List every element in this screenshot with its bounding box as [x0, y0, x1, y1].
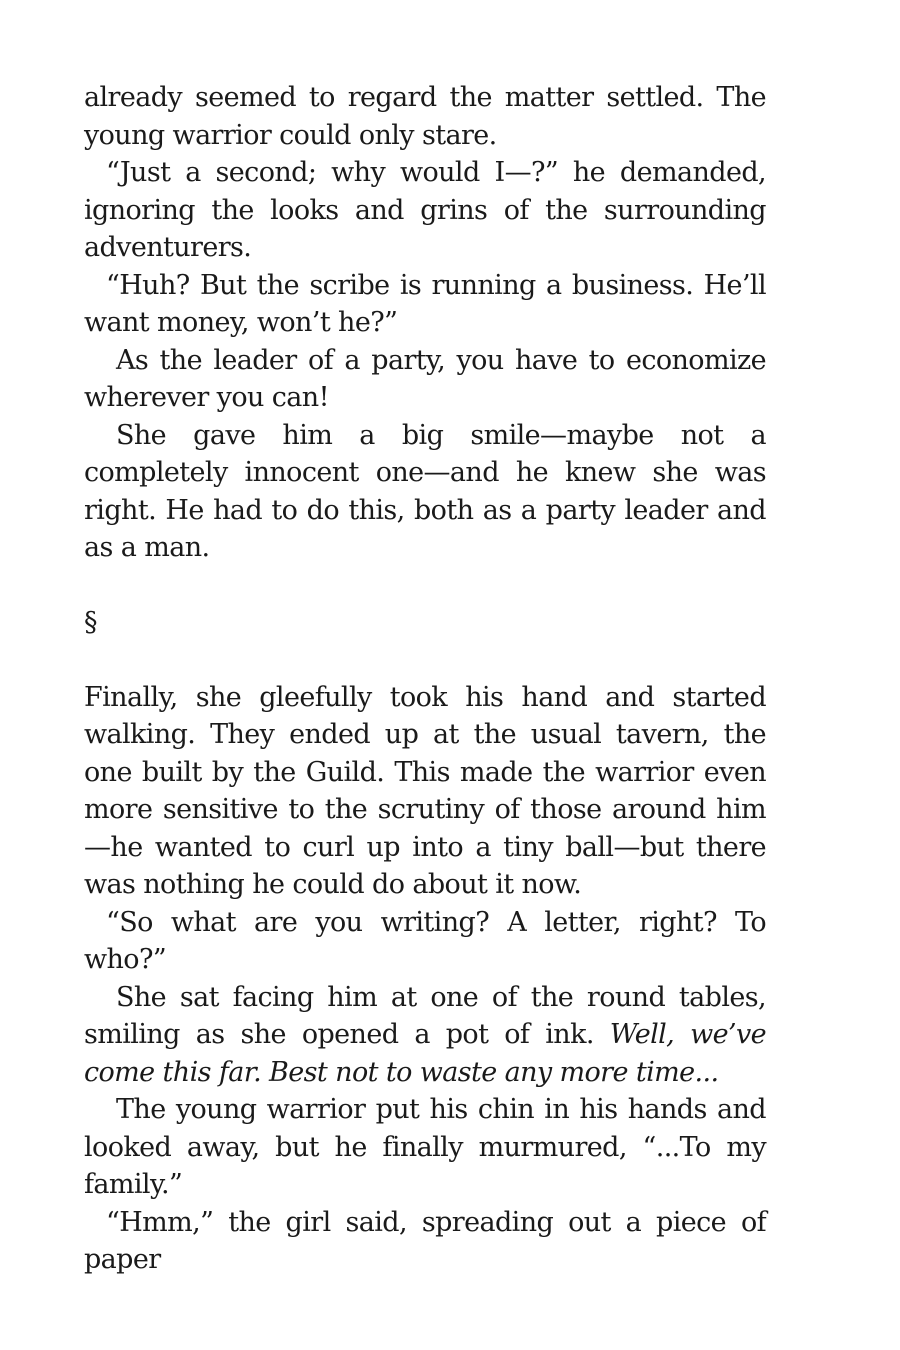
paragraph-10: “Hmm,” the girl said, spreading out a piece of paper: [84, 1206, 766, 1275]
paragraph-7: “So what are you writing? A letter, right? To who?”: [84, 906, 766, 975]
paragraph-1: already seemed to regard the matter settled. The young warrior could only stare.: [84, 82, 766, 151]
paragraph-4: As the leader of a party, you have to economize wherever you can!: [84, 344, 766, 413]
paragraph-5: She gave him a big smile—maybe not a completely innocent one—and he knew she was right. He had to do this, both as a party leader and as a man.: [84, 419, 766, 563]
paragraph-8-italic: Well, we’ve come this far. Best not to waste any more time...: [84, 1019, 766, 1088]
paragraph-3: “Huh? But the scribe is running a business. He’ll want money, won’t he?”: [84, 269, 766, 338]
paragraph-8-plain: She sat facing him at one of the round tables, smiling as she opened a pot of ink.: [84, 981, 766, 1050]
paragraph-8: [84, 979, 766, 1092]
section-separator: §: [84, 606, 97, 638]
paragraph-2: “Just a second; why would I—?” he demanded, ignoring the looks and grins of the surrounding adventurers.: [84, 157, 766, 263]
page-text: [84, 79, 766, 1279]
paragraph-9: The young warrior put his chin in his hands and looked away, but he finally murmured, “...To my family.”: [84, 1094, 766, 1200]
paragraph-6: Finally, she gleefully took his hand and started walking. They ended up at the usual tavern, the one built by the Guild. This made the warrior even more sensitive to the scrutiny of those around him—he wanted to curl up into a tiny ball—but there was nothing he could do about it now.: [84, 681, 766, 900]
